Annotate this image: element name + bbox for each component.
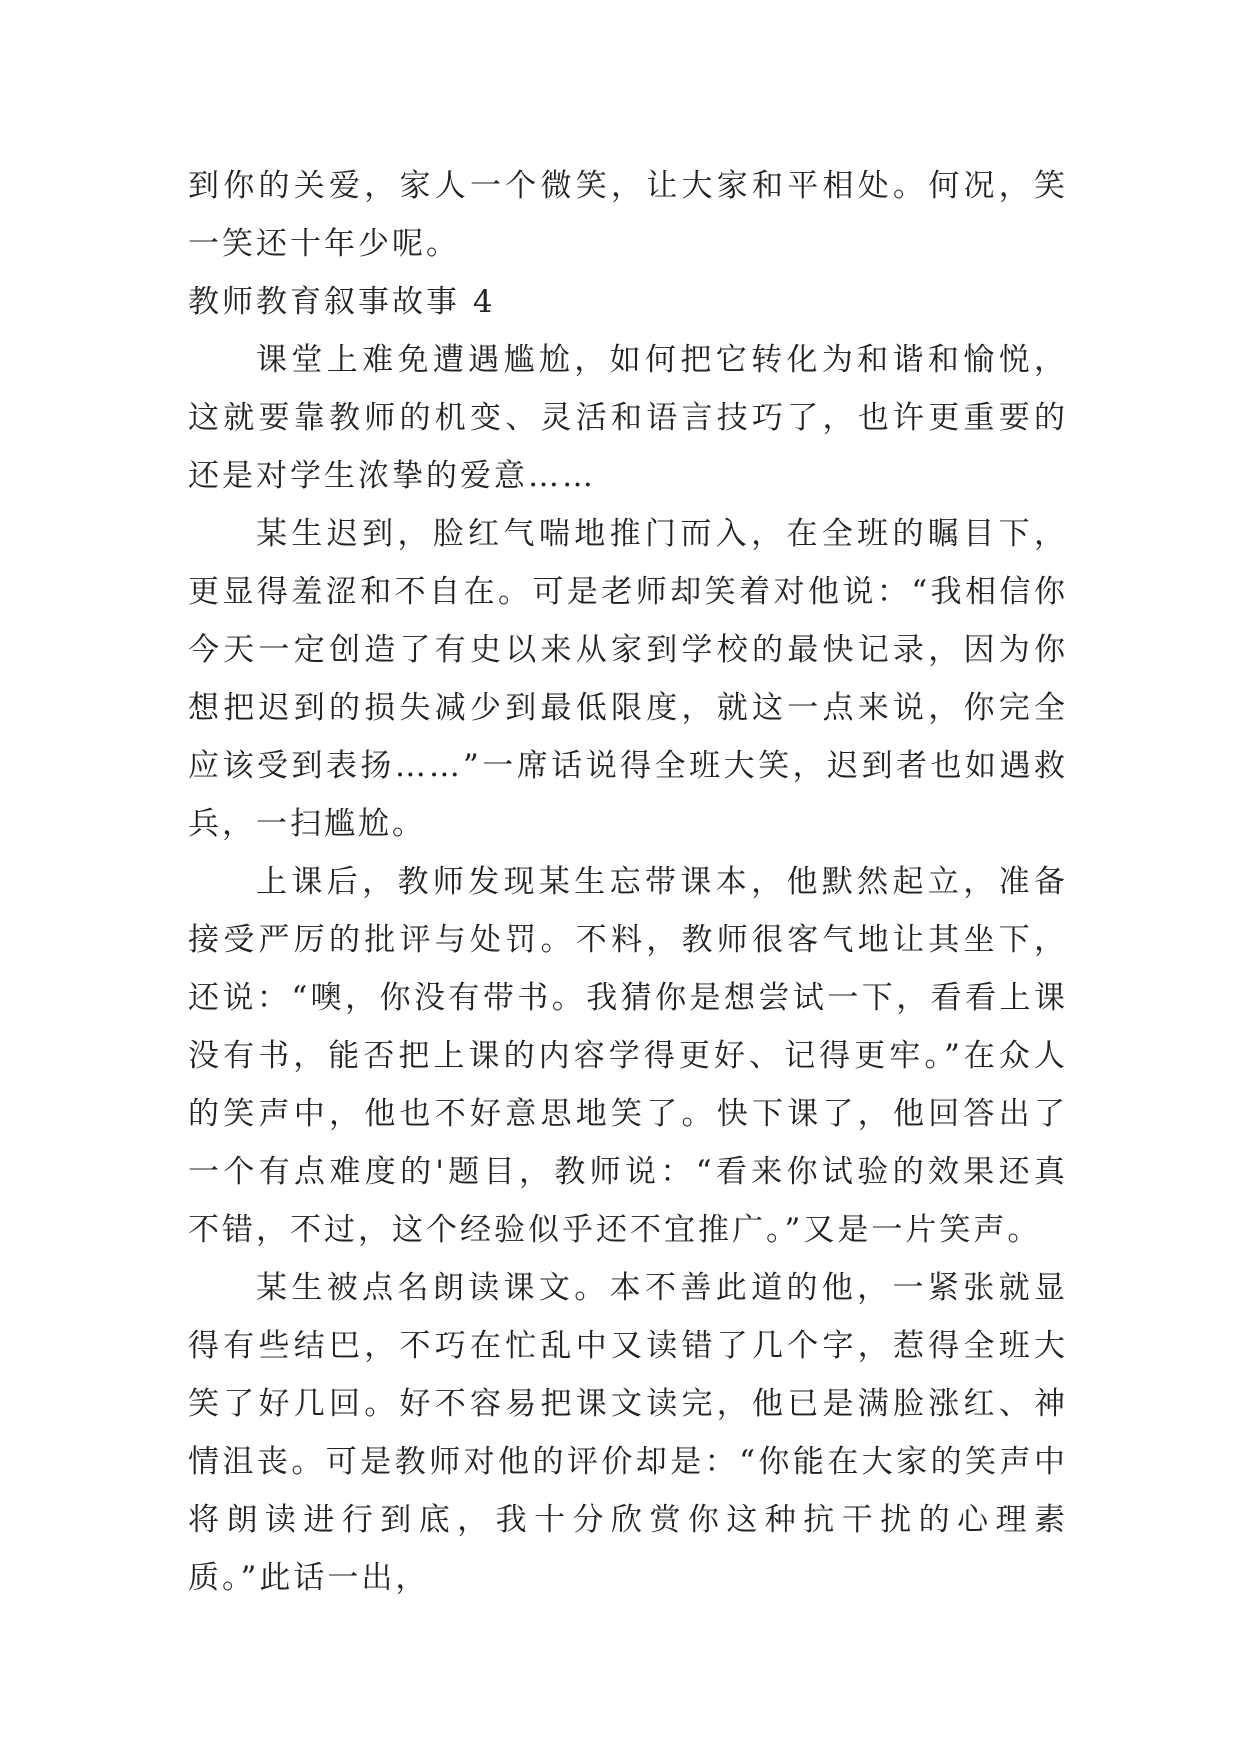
- section-heading: 教师教育叙事故事 4: [188, 284, 496, 320]
- body-paragraph-3: 上课后，教师发现某生忘带课本，他默然起立，准备接受严厉的批评与处罚。不料，教师很客气地让其坐下，还说：“噢，你没有带书。我猜你是想尝试一下，看看上课没有书，能否把上课的内容学得更好、记得更牢。”在众人的笑声中，他也不好意思地笑了。快下课了，他回答出了一个有点难度的'题目，教师说：“看来你试验的效果还真不错，不过，这个经验似乎还不宜推广。”又是一片笑声。: [188, 864, 1068, 1248]
- continuation-paragraph: 到你的关爱，家人一个微笑，让大家和平相处。何况，笑一笑还十年少呢。: [188, 168, 1068, 262]
- body-paragraph-1: 课堂上难免遭遇尴尬，如何把它转化为和谐和愉悦，这就要靠教师的机变、灵活和语言技巧了，也许更重要的还是对学生浓挚的爱意……: [188, 342, 1068, 494]
- body-paragraph-4: 某生被点名朗读课文。本不善此道的他，一紧张就显得有些结巴，不巧在忙乱中又读错了几个字，惹得全班大笑了好几回。好不容易把课文读完，他已是满脸涨红、神情沮丧。可是教师对他的评价却是：“你能在大家的笑声中将朗读进行到底，我十分欣赏你这种抗干扰的心理素质。”此话一出，: [188, 1270, 1068, 1596]
- body-paragraph-2: 某生迟到，脸红气喘地推门而入，在全班的瞩目下，更显得羞涩和不自在。可是老师却笑着对他说：“我相信你今天一定创造了有史以来从家到学校的最快记录，因为你想把迟到的损失减少到最低限度，就这一点来说，你完全应该受到表扬……”一席话说得全班大笑，迟到者也如遇救兵，一扫尴尬。: [188, 516, 1068, 842]
- document-body: [188, 157, 1068, 1607]
